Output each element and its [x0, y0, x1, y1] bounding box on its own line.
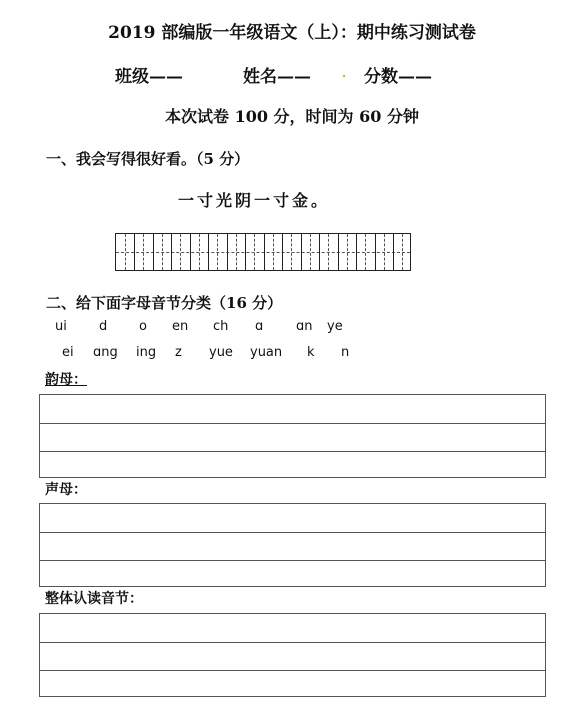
grid-line [217, 234, 218, 270]
section2-heading: 二、给下面字母音节分类（16 分） [46, 294, 283, 312]
syllable: yuan [250, 345, 283, 360]
name-label: 姓名—— [243, 67, 311, 87]
answer-line [40, 560, 545, 561]
grid-line [245, 234, 246, 270]
syllable: yue [209, 345, 233, 360]
grid-line [356, 234, 357, 270]
whole-syllables-answer-box[interactable] [39, 613, 546, 697]
grid-line [162, 234, 163, 270]
syllable: n [341, 345, 350, 360]
grid-line [227, 234, 228, 270]
score-label: 分数—— [364, 67, 432, 87]
syllable: ɑng [93, 345, 118, 360]
class-label: 班级—— [115, 67, 183, 87]
syllable: en [172, 319, 189, 334]
grid-line [282, 234, 283, 270]
grid-line [384, 234, 385, 270]
grid-line [208, 234, 209, 270]
syllable: ɑ [255, 319, 264, 334]
answer-line [40, 642, 545, 643]
syllable: d [99, 319, 108, 334]
grid-line [273, 234, 274, 270]
syllable: ui [55, 319, 67, 334]
syllable: ch [213, 319, 229, 334]
exam-subtitle: 本次试卷 100 分，时间为 60 分钟 [165, 107, 419, 126]
grid-line [153, 234, 154, 270]
grid-line [301, 234, 302, 270]
syllable: ye [327, 319, 343, 334]
answer-line [40, 451, 545, 452]
finals-answer-box[interactable] [39, 394, 546, 478]
grid-line [347, 234, 348, 270]
syllable: ei [62, 345, 74, 360]
practice-sentence: 一寸光阴一寸金。 [178, 191, 331, 210]
finals-label: 韵母： [45, 372, 87, 388]
grid-line [134, 234, 135, 270]
initials-label: 声母： [45, 482, 87, 498]
syllable: z [175, 345, 182, 360]
syllable: ɑn [296, 319, 313, 334]
grid-line [190, 234, 191, 270]
grid-line [264, 234, 265, 270]
grid-line [310, 234, 311, 270]
student-info-row [0, 62, 584, 86]
whole-syllables-label: 整体认读音节： [45, 591, 143, 607]
answer-line [40, 670, 545, 671]
grid-line [180, 234, 181, 270]
grid-line [319, 234, 320, 270]
grid-line [328, 234, 329, 270]
ink-dot: . [342, 66, 347, 80]
grid-line [375, 234, 376, 270]
grid-line [338, 234, 339, 270]
grid-line [143, 234, 144, 270]
syllable: ing [136, 345, 157, 360]
exam-title: 2019 部编版一年级语文（上）：期中练习测试卷 [108, 23, 476, 43]
syllable: o [139, 319, 147, 334]
grid-line [365, 234, 366, 270]
grid-line [236, 234, 237, 270]
grid-line [125, 234, 126, 270]
section1-heading: 一、我会写得很好看。（5 分） [46, 150, 250, 168]
answer-line [40, 423, 545, 424]
grid-line [171, 234, 172, 270]
grid-line [291, 234, 292, 270]
grid-line [254, 234, 255, 270]
grid-line [402, 234, 403, 270]
initials-answer-box[interactable] [39, 503, 546, 587]
grid-line [199, 234, 200, 270]
syllable: k [307, 345, 315, 360]
grid-line [393, 234, 394, 270]
writing-grid[interactable] [115, 233, 411, 271]
answer-line [40, 532, 545, 533]
